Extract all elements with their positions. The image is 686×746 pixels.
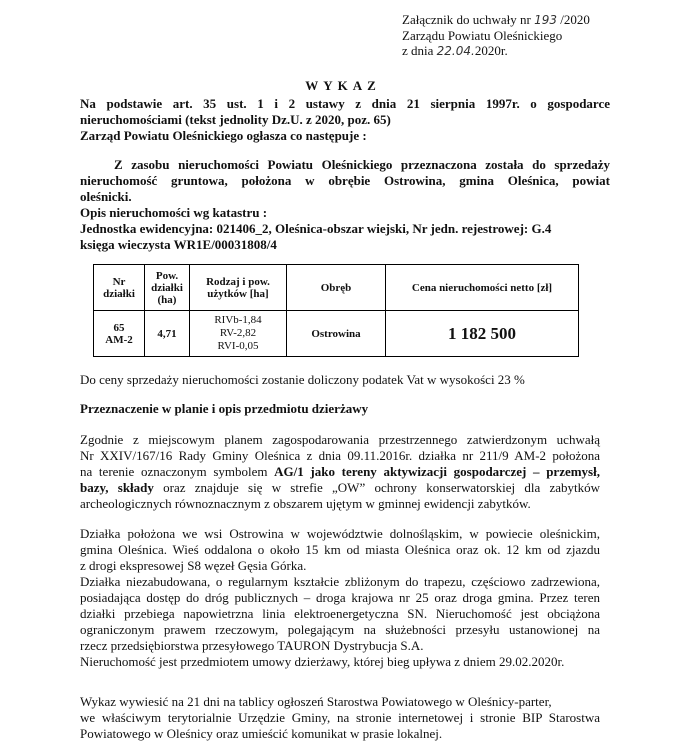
header-land-use: Rodzaj i pow. użytków [ha] <box>190 265 287 311</box>
attachment-line-2: Zarządu Powiatu Oleśnickiego <box>402 28 563 43</box>
cell-price: 1 182 500 <box>386 311 579 357</box>
table-row <box>94 311 579 357</box>
handwritten-number: 193 <box>534 13 558 27</box>
header-area: Pow. działki (ha) <box>145 265 190 311</box>
cell-area: 4,71 <box>145 311 190 357</box>
cell-land-use: RIVb-1,84 RV-2,82 RVI-0,05 <box>190 311 287 357</box>
section-heading: Przeznaczenie w planie i opis przedmiotu dzierżawy <box>80 401 369 416</box>
vat-note: Do ceny sprzedaży nieruchomości zostanie doliczony podatek Vat w wysokości 23 % <box>80 372 525 387</box>
attachment-header <box>402 12 590 59</box>
cadastral-unit: Jednostka ewidencyjna: 021406_2, Oleśnica-obszar wiejski, Nr jedn. rejestrowej: G.4 <box>80 221 552 236</box>
document-title: WYKAZ <box>305 78 381 93</box>
property-summary: Z zasobu nieruchomości Powiatu Oleśnickiego przeznaczona została do sprzedaży nieruchomość gruntowa, położona w obrębie Ostrowina, gmina Oleśnica, powiat oleśnicki. Opis nieruchomości wg katastru : Jednostka ewidencyjna: 021406_2, Oleśnica-obszar wiejski, Nr jedn. rejestrowej: G.4 księga wieczysta WR1E/00031808/4 <box>80 157 610 252</box>
attachment-line-3: z dnia 22.04.2020r. <box>402 43 508 58</box>
header-price: Cena nieruchomości netto [zł] <box>386 265 579 311</box>
closing-paragraph: Wykaz wywiesić na 21 dni na tablicy ogłoszeń Starostwa Powiatowego w Oleśnicy-parter, we właściwym terytorialnie Urzędzie Gminy, na stronie internetowej i stronie BIP Starostwa Powiatowego w Oleśnicy oraz umieścić komunikat w prasie lokalnej. <box>80 694 600 741</box>
location-paragraph: Działka położona we wsi Ostrowina w województwie dolnośląskim, w powiecie oleśnickim, gmina Oleśnica. Wieś oddalona o około 15 km od miasta Oleśnica oraz ok. 12 km od zjazdu z drogi ekspresowej S8 węzeł Gęsia Górka. Działka niezabudowana, o regularnym kształcie zbliżonym do trapezu, częściowo zadrzewiona, posiadająca dostęp do dróg publicznych – droga krajowa nr 25 oraz droga gmina. Przez teren działki przebiega napowietrzna linia elektroenergetyczna SN. Nieruchomość jest obciążona ograniczonym prawem rzeczowym, polegającym na służebności przesyłu ustanowionej na rzecz przedsiębiorstwa przesyłowego TAURON Dystrybucja S.A. Nieruchomość jest przedmiotem umowy dzierżawy, której bieg upływa z dniem 29.02.2020r. <box>80 526 600 669</box>
handwritten-date: 22.04. <box>436 44 475 58</box>
header-nr: Nr działki <box>94 265 145 311</box>
cell-precinct: Ostrowina <box>287 311 386 357</box>
legal-basis: Na podstawie art. 35 ust. 1 i 2 ustawy z dnia 21 sierpnia 1997r. o gospodarce nieruchomościami (tekst jednolity Dz.U. z 2020, poz. 65) Zarząd Powiatu Oleśnickiego ogłasza co następuje : <box>80 96 610 143</box>
cell-nr: 65 AM-2 <box>94 311 145 357</box>
header-precinct: Obręb <box>287 265 386 311</box>
property-table <box>93 264 579 357</box>
attachment-line-1: Załącznik do uchwały nr 193 /2020 <box>402 12 590 27</box>
land-register: księga wieczysta WR1E/00031808/4 <box>80 237 277 252</box>
cadastre-heading: Opis nieruchomości wg katastru : <box>80 205 268 220</box>
table-header-row <box>94 265 579 311</box>
plan-paragraph: Zgodnie z miejscowym planem zagospodarowania przestrzennego zatwierdzonym uchwałą Nr XXIV/167/16 Rady Gminy Oleśnica z dnia 09.11.2016r. działka nr 211/9 AM-2 położona na terenie oznaczonym symbolem AG/1 jako tereny aktywizacji gospodarczej – przemysł, bazy, składy oraz znajduje się w strefie „OW” ochrony konserwatorskiej dla zabytków archeologicznych równoznacznym z obszarem ujętym w gminnej ewidencji zabytków. <box>80 432 600 511</box>
